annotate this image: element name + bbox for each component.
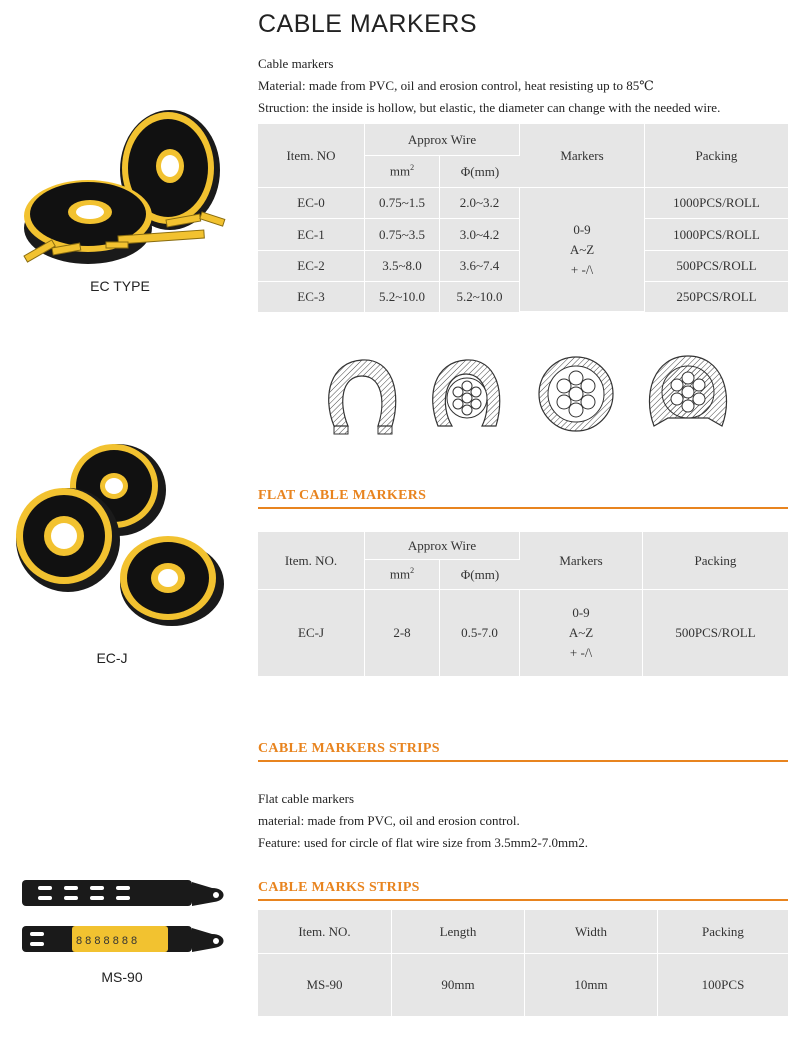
strip-marker-digits: 8 8 8 8 8 8 8 bbox=[76, 935, 138, 947]
ec-row-1-mm: 0.75~3.5 bbox=[365, 219, 440, 250]
flat-head-mm: $mm^2$ bbox=[365, 560, 440, 590]
flat-row-item: EC-J bbox=[258, 590, 365, 676]
ec-head-phi: Φ(mm) bbox=[440, 156, 520, 188]
ec-row-2-packing: 500PCS/ROLL bbox=[645, 251, 788, 282]
ec-head-wire: Approx Wire bbox=[365, 124, 520, 156]
page-title: CABLE MARKERS bbox=[258, 10, 478, 38]
flat-markers-cell: 0-9 A~Z + -/\ bbox=[520, 590, 643, 676]
ms-row-length: 90mm bbox=[392, 954, 525, 1016]
ec-row-2-mm: 3.5~8.0 bbox=[365, 251, 440, 282]
flat-head-packing: Packing bbox=[643, 532, 788, 590]
intro-line-3: Struction: the inside is hollow, but elastic, the diameter can change with the needed wire. bbox=[258, 100, 721, 115]
table-row bbox=[258, 188, 788, 219]
ec-row-2-item: EC-2 bbox=[258, 251, 365, 282]
ec-row-3-packing: 250PCS/ROLL bbox=[676, 289, 757, 305]
cross-section-small-wire bbox=[433, 360, 500, 426]
cross-section-large-wire bbox=[649, 356, 726, 426]
ec-row-0-mm: 0.75~1.5 bbox=[365, 188, 440, 219]
ec-row-1-item: EC-1 bbox=[258, 219, 365, 250]
ms-head-length: Length bbox=[392, 910, 525, 954]
strips-line-3: Feature: used for circle of flat wire size from 3.5mm2-7.0mm2. bbox=[258, 835, 588, 850]
ec-row-2-phi: 3.6~7.4 bbox=[440, 251, 520, 282]
ec-spec-table bbox=[258, 124, 788, 312]
cross-section-empty bbox=[329, 360, 396, 434]
strips-line-2: material: made from PVC, oil and erosion control. bbox=[258, 813, 520, 828]
cross-section-fitted-wire bbox=[539, 357, 613, 431]
flat-spec-table bbox=[258, 532, 788, 676]
ec-row-3-item: EC-3 bbox=[258, 282, 365, 312]
flat-row-packing: 500PCS/ROLL bbox=[675, 625, 756, 640]
strips-line-1: Flat cable markers bbox=[258, 791, 355, 806]
ec-row-1-packing: 1000PCS/ROLL bbox=[645, 219, 788, 250]
flat-head-phi: Φ(mm) bbox=[440, 560, 520, 590]
ec-type-rolls-image bbox=[18, 88, 233, 278]
ec-j-caption: EC-J bbox=[96, 650, 128, 666]
ms-row-width: 10mm bbox=[525, 954, 658, 1016]
flat-head-markers: Markers bbox=[520, 532, 643, 590]
cable-markers-strips-heading: CABLE MARKERS STRIPS bbox=[258, 741, 788, 762]
ec-row-3-phi: 5.2~10.0 bbox=[440, 282, 520, 312]
table-row bbox=[258, 954, 788, 1016]
flat-row-phi: 0.5-7.0 bbox=[440, 590, 520, 676]
ec-head-packing: Packing bbox=[645, 124, 788, 188]
intro-line-1: Cable markers bbox=[258, 56, 334, 71]
ec-row-3-mm: 5.2~10.0 bbox=[365, 282, 440, 312]
cable-marks-strips-heading: CABLE MARKS STRIPS bbox=[258, 880, 788, 901]
ec-type-caption: EC TYPE bbox=[90, 278, 150, 294]
ms-head-item: Item. NO. bbox=[258, 910, 392, 954]
ec-head-item: Item. NO bbox=[258, 124, 365, 188]
ec-j-rolls-image bbox=[14, 436, 224, 626]
intro-line-2: Material: made from PVC, oil and erosion control, heat resisting up to 85℃ bbox=[258, 78, 654, 93]
ec-markers-cell: 0-9 A~Z + -/\ bbox=[520, 188, 645, 312]
ms-90-spec-table bbox=[258, 910, 788, 1016]
flat-cable-markers-heading: FLAT CABLE MARKERS bbox=[258, 488, 788, 509]
ec-head-markers: Markers bbox=[520, 124, 645, 188]
ms-90-caption: MS-90 bbox=[101, 969, 143, 985]
ms-head-width: Width bbox=[525, 910, 658, 954]
ms-head-packing: Packing bbox=[658, 910, 788, 954]
ms-90-strips-image bbox=[20, 876, 232, 958]
ms-row-item: MS-90 bbox=[258, 954, 392, 1016]
ec-row-0-phi: 2.0~3.2 bbox=[440, 188, 520, 219]
table-row bbox=[258, 590, 788, 676]
ec-row-0-packing: 1000PCS/ROLL bbox=[645, 188, 788, 219]
ms-row-packing: 100PCS bbox=[701, 977, 745, 992]
flat-row-mm: 2-8 bbox=[365, 590, 440, 676]
flat-head-item: Item. NO. bbox=[258, 532, 365, 590]
flat-head-wire: Approx Wire bbox=[365, 532, 520, 560]
ec-head-mm: $mm^2$ bbox=[365, 156, 440, 188]
ec-row-0-item: EC-0 bbox=[258, 188, 365, 219]
ec-row-1-phi: 3.0~4.2 bbox=[440, 219, 520, 250]
cross-section-diagrams bbox=[318, 350, 738, 440]
